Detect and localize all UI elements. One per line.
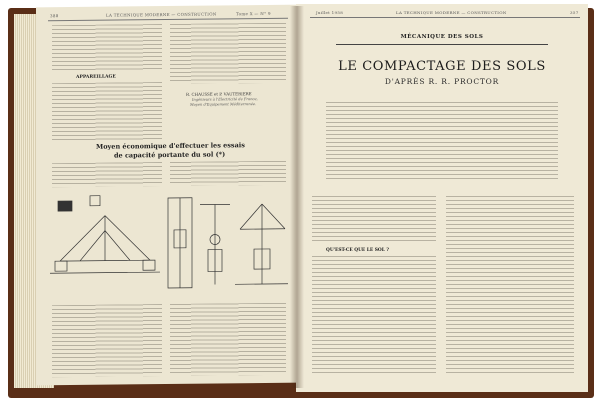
article-title-line-1: Moyen économique d'effectuer les essais	[96, 141, 245, 151]
article-subtitle: D'APRÈS R. R. PROCTOR	[384, 77, 500, 86]
appareillage-heading: APPAREILLAGE	[76, 74, 116, 80]
article-title-ref: (*)	[215, 150, 226, 159]
subheading-what-is-soil: QU'EST-CE QUE LE SOL ?	[326, 248, 389, 253]
left-running-head: LA TECHNIQUE MODERNE — CONSTRUCTION	[106, 11, 217, 18]
section-header: MÉCANIQUE DES SOLS	[400, 34, 484, 40]
left-volume: Tome X — N° 9	[236, 10, 271, 17]
left-page-number: 388	[50, 13, 59, 19]
left-bottom-col2	[170, 303, 286, 376]
left-col1-text-top	[52, 24, 162, 71]
intro-paragraph	[326, 102, 558, 180]
right-running-head: LA TECHNIQUE MODERNE — CONSTRUCTION	[396, 10, 507, 15]
left-bottom-col1	[52, 304, 162, 377]
article-title-text: de capacité portante du sol	[114, 150, 214, 160]
loading-frame-drawing	[50, 189, 288, 301]
book-gutter	[290, 6, 304, 388]
signature-role-2: Moyen d'Equipement Méditerranée.	[190, 102, 257, 107]
left-col2-text	[170, 23, 286, 84]
article-intro-col2	[170, 161, 286, 186]
signature-names: R. CHAUSSE et P. VAUTERIERE	[186, 91, 252, 97]
right-page	[296, 4, 588, 392]
article-main-title: LE COMPACTAGE DES SOLS	[338, 59, 546, 74]
article-title-line-2	[114, 150, 225, 159]
article-intro-col1	[52, 162, 162, 187]
right-col1-text-bottom	[312, 256, 436, 376]
left-header-rule	[48, 18, 288, 22]
section-header-rule	[336, 44, 548, 45]
left-page	[36, 5, 298, 386]
right-page-number: 357	[570, 10, 579, 15]
right-col1-text-top	[312, 196, 436, 242]
signature-role-1: Ingénieurs à l'Electricité de France,	[192, 97, 258, 102]
right-col2-text	[446, 196, 574, 376]
right-header-rule	[310, 17, 580, 18]
right-date: Juillet 1958	[316, 10, 344, 15]
left-col1-text-bottom	[52, 82, 162, 141]
